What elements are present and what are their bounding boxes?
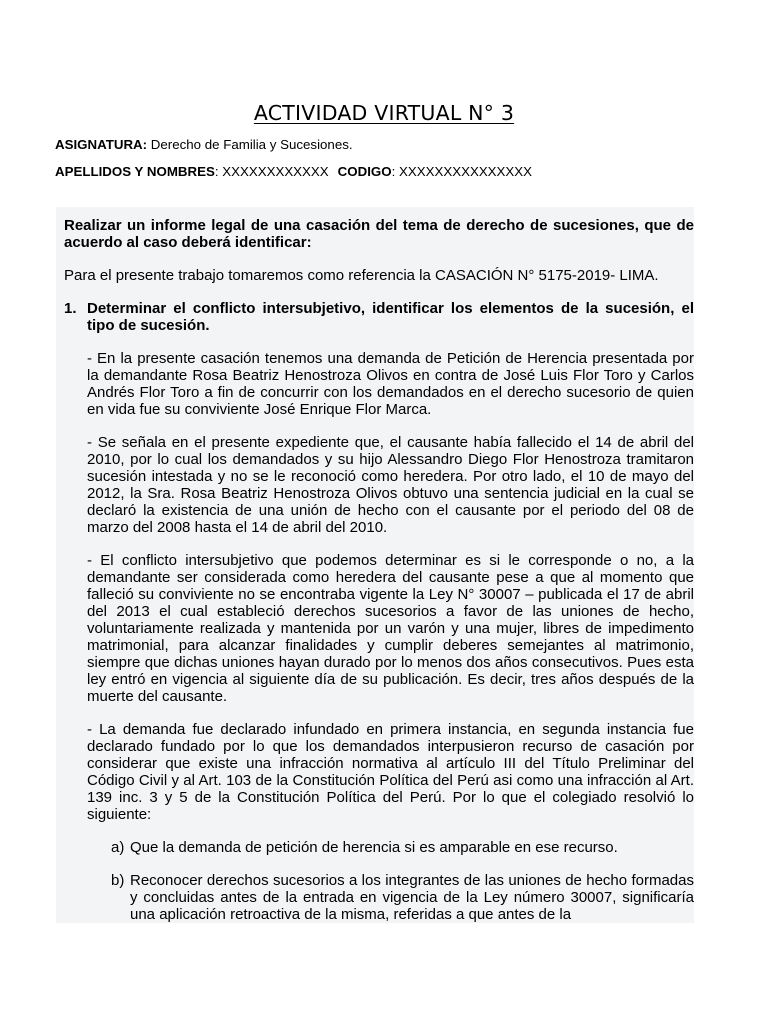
sub-item-label: a) xyxy=(111,839,125,856)
names-value: : XXXXXXXXXXXX xyxy=(214,164,329,179)
report-body xyxy=(64,217,694,923)
sub-item-a xyxy=(111,839,694,856)
sub-item-text: Reconocer derechos sucesorios a los integrantes de las uniones de hecho formadas y concluidas antes de la entrada en vigencia de la Ley número 30007, significaría una aplicación retroactiva de la misma, referidas a que antes de la xyxy=(130,872,694,923)
numbered-item-1 xyxy=(64,300,694,334)
instructions-paragraph: Realizar un informe legal de una casación del tema de derecho de sucesiones, que de acuerdo al caso deberá identificar: xyxy=(64,217,694,251)
item-1-body xyxy=(64,350,694,823)
body-paragraph: - El conflicto intersubjetivo que podemos determinar es si le corresponde o no, a la demandante ser considerada como heredera del causante pese a que al momento que falleció su conviviente no se encontraba vigente la Ley N° 30007 – publicada el 17 de abril del 2013 el cual estableció derechos sucesorios a favor de las uniones de hecho, voluntariamente realizada y mantenida por un varón y una mujer, libres de impedimento matrimonial, para alcanzar finalidades y cumplir deberes semejantes al matrimonio, siempre que dichas uniones hayan durado por lo menos dos años consecutivos. Pues esta ley entró en vigencia al siguiente día de su publicación. Es decir, tres años después de la muerte del causante. xyxy=(87,552,694,705)
body-paragraph: - Se señala en el presente expediente que, el causante había fallecido el 14 de abril del 2010, por lo cual los demandados y su hijo Alessandro Diego Flor Henostroza tramitaron sucesión intestada y no se le reconoció como heredera. Por otro lado, el 10 de mayo del 2012, la Sra. Rosa Beatriz Henostroza Olivos obtuvo una sentencia judicial en la cual se declaró la existencia de una unión de hecho con el causante por el periodo del 08 de marzo del 2008 hasta el 14 de abril del 2010. xyxy=(87,434,694,536)
code-label: CODIGO xyxy=(337,164,392,179)
document-title: ACTIVIDAD VIRTUAL N° 3 xyxy=(253,101,515,125)
item-heading: Determinar el conflicto intersubjetivo, identificar los elementos de la sucesión, el tipo de sucesión. xyxy=(87,300,694,334)
sub-item-text: Que la demanda de petición de herencia si es amparable en ese recurso. xyxy=(130,839,618,856)
sub-item-label: b) xyxy=(111,872,125,889)
item-number: 1. xyxy=(64,300,77,317)
subject-value: Derecho de Familia y Sucesiones. xyxy=(147,137,353,152)
subject-label: ASIGNATURA: xyxy=(55,137,148,152)
names-label: APELLIDOS Y NOMBRES xyxy=(55,164,215,179)
body-paragraph: - La demanda fue declarado infundado en primera instancia, en segunda instancia fue declarado fundado por lo que los demandados interpusieron recurso de casación por considerar que existe una infracción normativa al artículo III del Título Preliminar del Código Civil y al Art. 103 de la Constitución Política del Perú asi como una infracción al Art. 139 inc. 3 y 5 de la Constitución Política del Perú. Por lo que el colegiado resolvió lo siguiente: xyxy=(87,721,694,823)
code-value: : XXXXXXXXXXXXXXX xyxy=(391,164,533,179)
sub-item-b xyxy=(111,872,694,923)
reference-paragraph: Para el presente trabajo tomaremos como referencia la CASACIÓN N° 5175-2019- LIMA. xyxy=(64,267,659,284)
body-paragraph: - En la presente casación tenemos una demanda de Petición de Herencia presentada por la demandante Rosa Beatriz Henostroza Olivos en contra de José Luis Flor Toro y Carlos Andrés Flor Toro a fin de concurrir con los demandados en el derecho sucesorio de quien en vida fue su conviviente José Enrique Flor Marca. xyxy=(87,350,694,418)
